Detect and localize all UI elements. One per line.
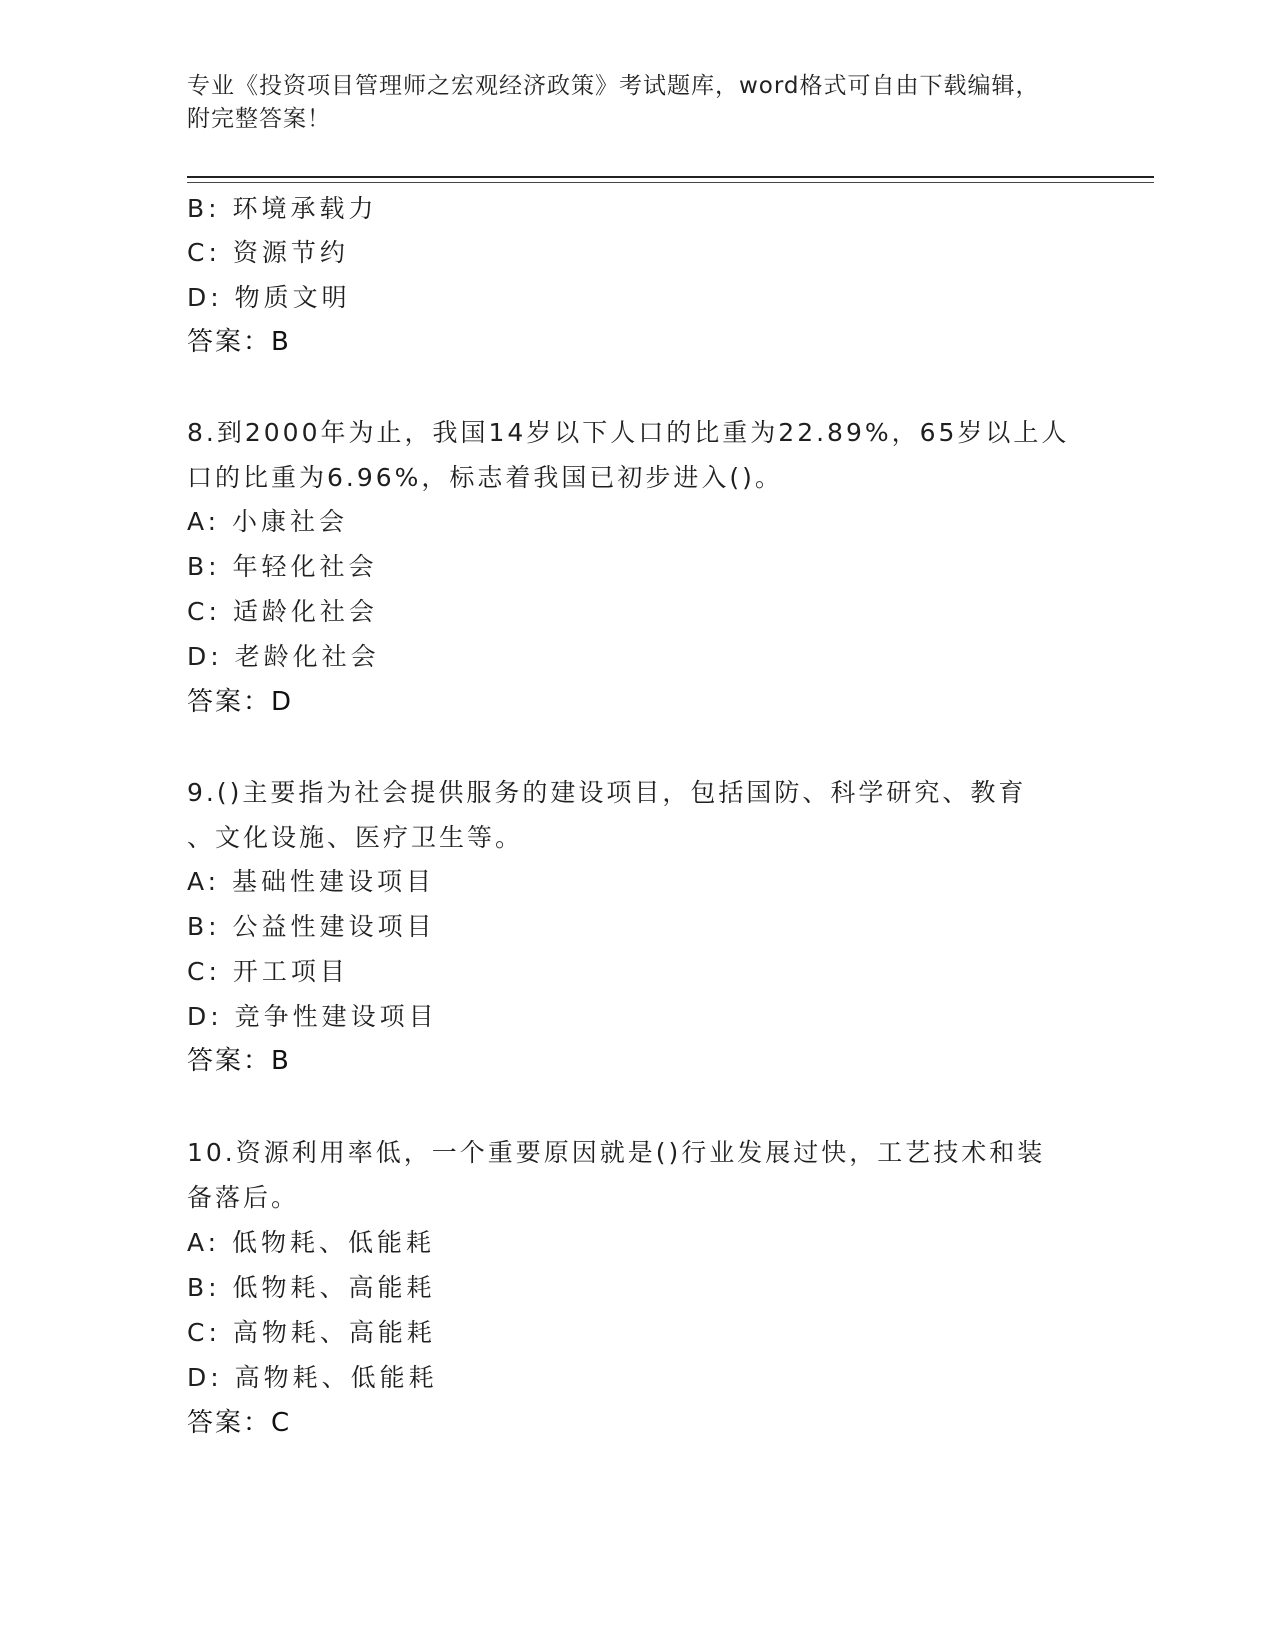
question-8-option-b: B: 年轻化社会: [187, 552, 378, 581]
question-8-line-2: 口的比重为6.96%，标志着我国已初步进入()。: [187, 463, 783, 492]
question-10-line-1: 10.资源利用率低，一个重要原因就是()行业发展过快，工艺技术和装: [187, 1138, 1046, 1167]
header-line-1: 专业《投资项目管理师之宏观经济政策》考试题库，word格式可自由下载编辑，: [187, 73, 1040, 99]
question-10-option-c: C: 高物耗、高能耗: [187, 1318, 436, 1347]
question-10-option-b: B: 低物耗、高能耗: [187, 1273, 436, 1302]
prev-answer: 答案：B: [187, 327, 291, 357]
question-9-line-2: 、文化设施、医疗卫生等。: [187, 823, 524, 852]
question-9-option-d: D: 竞争性建设项目: [187, 1002, 438, 1031]
question-8-line-1: 8.到2000年为止，我国14岁以下人口的比重为22.89%，65岁以上人: [187, 418, 1070, 447]
question-10-option-a: A: 低物耗、低能耗: [187, 1228, 436, 1257]
document-header: [187, 70, 1067, 136]
question-9-option-b: B: 公益性建设项目: [187, 912, 436, 941]
question-8-answer: 答案：D: [187, 687, 294, 717]
header-divider-thin: [187, 182, 1154, 183]
question-9-line-1: 9.()主要指为社会提供服务的建设项目，包括国防、科学研究、教育: [187, 778, 1027, 807]
question-10-option-d: D: 高物耗、低能耗: [187, 1363, 438, 1392]
prev-option-c: C: 资源节约: [187, 238, 349, 267]
question-8-option-a: A: 小康社会: [187, 507, 349, 536]
question-10-answer: 答案：C: [187, 1408, 292, 1438]
prev-option-d: D: 物质文明: [187, 283, 351, 312]
prev-option-b: B: 环境承载力: [187, 194, 378, 223]
question-8-option-d: D: 老龄化社会: [187, 642, 380, 671]
question-9-option-c: C: 开工项目: [187, 957, 349, 986]
question-9-answer: 答案：B: [187, 1046, 291, 1076]
question-8-option-c: C: 适龄化社会: [187, 597, 378, 626]
header-divider-thick: [187, 176, 1154, 178]
question-9-option-a: A: 基础性建设项目: [187, 867, 436, 896]
question-10-line-2: 备落后。: [187, 1183, 300, 1212]
header-line-2: 附完整答案！: [187, 106, 331, 132]
